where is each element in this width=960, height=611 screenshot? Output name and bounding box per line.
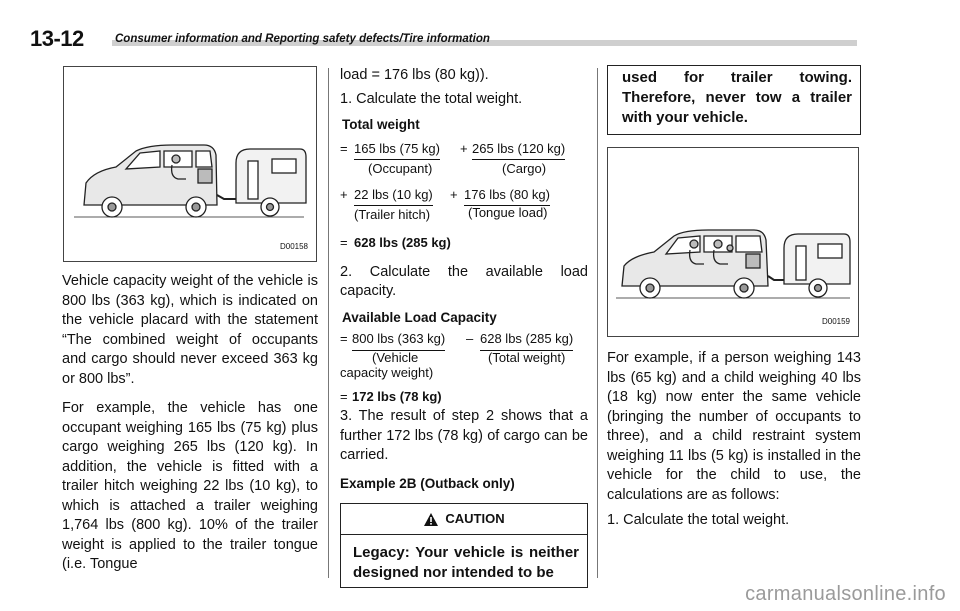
total-weight-label: (Total weight) bbox=[488, 350, 566, 365]
caution-header bbox=[341, 504, 587, 535]
total-weight-result: 628 lbs (285 kg) bbox=[354, 234, 451, 250]
total-weight-value: 628 lbs (285 kg) bbox=[480, 329, 573, 351]
plus-sign: + bbox=[340, 186, 348, 202]
available-capacity-title: Available Load Capacity bbox=[342, 309, 497, 325]
example-heading: Example 2B (Outback only) bbox=[340, 475, 515, 491]
cargo-weight: 265 lbs (120 kg) bbox=[472, 139, 565, 161]
caution-box bbox=[340, 503, 588, 588]
equals-sign: = bbox=[340, 140, 348, 156]
vehicle-capacity-weight: 800 lbs (363 kg) bbox=[352, 329, 445, 351]
capacity-weight-label: capacity weight) bbox=[340, 365, 434, 380]
column-3 bbox=[607, 66, 861, 531]
available-capacity-calculation bbox=[340, 327, 588, 403]
step-1-second: 1. Calculate the total weight. bbox=[607, 512, 790, 528]
caution-continued-box: used for trailer towing. Therefore, never tow a trailer with your vehicle. bbox=[607, 65, 861, 135]
available-result: 172 lbs (78 kg) bbox=[352, 389, 442, 404]
hitch-label: (Trailer hitch) bbox=[354, 206, 431, 222]
page-number: 13-12 bbox=[30, 26, 84, 51]
figure-code: D00158 bbox=[279, 241, 308, 251]
hitch-weight: 22 lbs (10 kg) bbox=[354, 185, 433, 207]
section-title: Consumer information and Reporting safety defects/Tire information bbox=[115, 33, 490, 45]
paragraph-example: For example, the vehicle has one occupant weighing 165 lbs (75 kg) plus cargo weighing 265 lbs (120 kg). In addition, the vehicle is fitted with a trailer hitch weighing 22 lbs (10 kg), to which is attached a trailer weighing 1,764 lbs (800 kg). 10% of the trailer weight is applied to the trailer tongue (i.e. Tongue bbox=[62, 400, 318, 572]
figure-code: D00159 bbox=[821, 316, 850, 326]
warning-triangle-icon bbox=[423, 512, 439, 527]
figure-wagon-towing-trailer bbox=[607, 147, 859, 337]
figure-suv-towing-trailer bbox=[63, 66, 317, 262]
step-2: 2. Calculate the available load capacity. bbox=[340, 263, 588, 299]
total-weight-title: Total weight bbox=[342, 117, 420, 132]
wagon-trailer-illustration bbox=[608, 148, 858, 336]
page-header bbox=[0, 24, 960, 54]
tongue-label: (Tongue load) bbox=[468, 204, 548, 220]
tongue-weight: 176 lbs (80 kg) bbox=[464, 185, 550, 207]
suv-trailer-illustration bbox=[64, 67, 316, 261]
column-divider-left bbox=[328, 68, 329, 578]
watermark: carmanualsonline.info bbox=[745, 583, 946, 605]
plus-sign: + bbox=[460, 140, 468, 156]
occupant-weight: 165 lbs (75 kg) bbox=[354, 139, 440, 161]
vehicle-label: (Vehicle bbox=[372, 350, 419, 365]
column-2 bbox=[340, 66, 588, 588]
plus-sign: + bbox=[450, 186, 458, 202]
total-weight-calculation bbox=[340, 135, 588, 259]
paragraph-capacity: Vehicle capacity weight of the vehicle is 800 lbs (363 kg), which is indicated on the vehicle placard with the statement “The combined weight of occupants and cargo should never exceed 363 kg or 800 lbs”. bbox=[62, 273, 318, 387]
occupant-label: (Occupant) bbox=[368, 160, 433, 176]
minus-sign: – bbox=[466, 331, 474, 346]
equals-sign: = bbox=[340, 389, 348, 404]
equals-sign: = bbox=[340, 331, 348, 346]
column-divider-right bbox=[597, 68, 598, 578]
step-1: 1. Calculate the total weight. bbox=[340, 90, 523, 107]
step-3: 3. The result of step 2 shows that a further 172 lbs (78 kg) of cargo can be carried. bbox=[340, 408, 588, 463]
column-1 bbox=[62, 66, 318, 575]
cargo-label: (Cargo) bbox=[502, 160, 547, 176]
caution-text: Legacy: Your vehicle is neither designed nor intended to be bbox=[353, 544, 579, 581]
equals-sign: = bbox=[340, 234, 348, 250]
caution-label: CAUTION bbox=[445, 511, 505, 527]
paragraph-second-example: For example, if a person weighing 143 lbs (65 kg) and a child weighing 40 lbs (18 kg) now enter the same vehicle (bringing the number of occupants to three), and a child restraint system weighing 11 lbs (5 kg) is installed in the vehicle for the child to use, the calculations are as follows: bbox=[607, 350, 861, 503]
continued-text: load = 176 lbs (80 kg)). bbox=[340, 67, 489, 83]
